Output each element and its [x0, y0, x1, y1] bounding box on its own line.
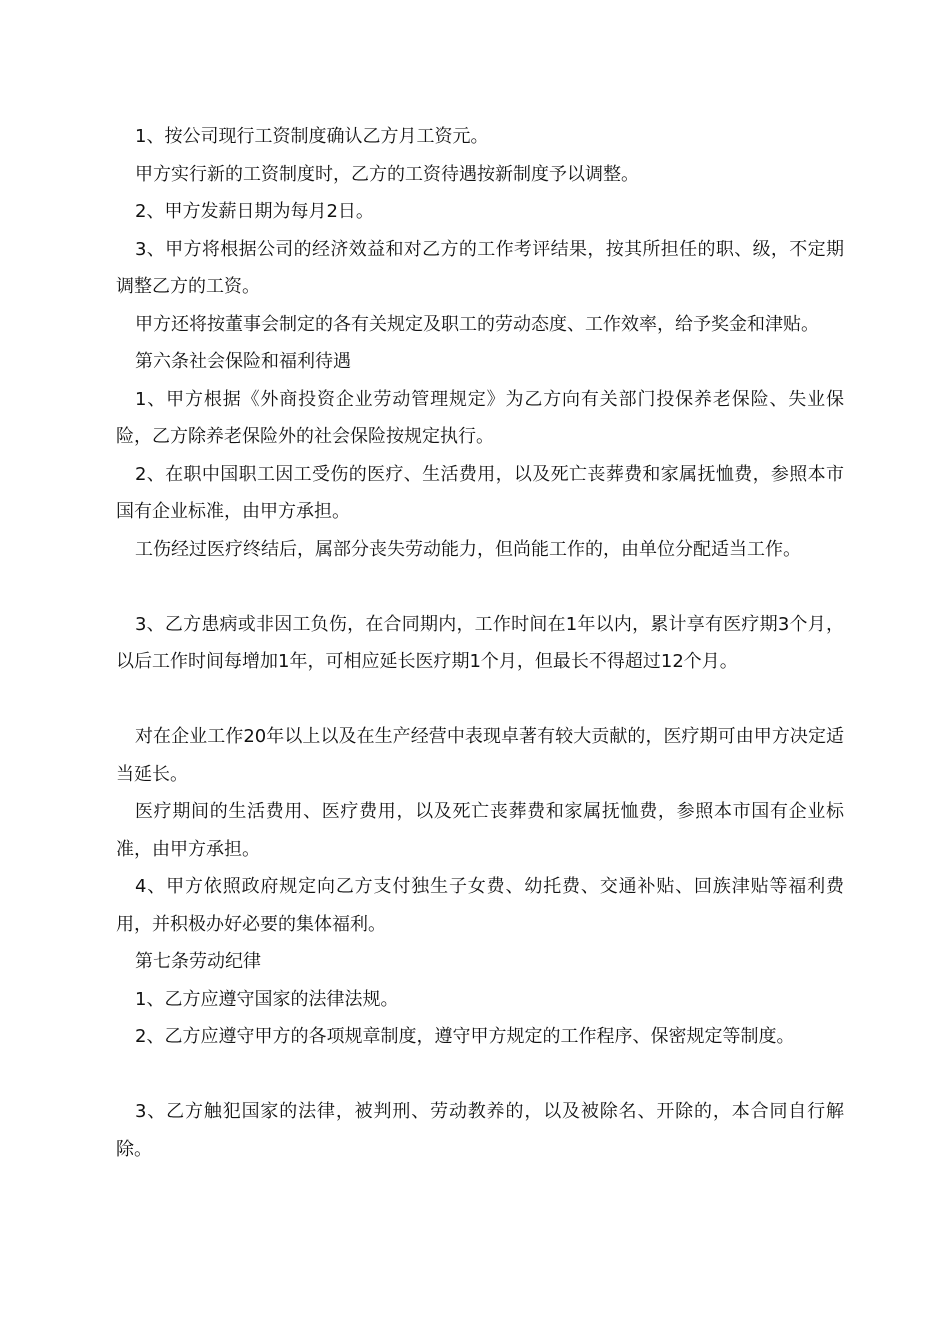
paragraph-insurance: 1、甲方根据《外商投资企业劳动管理规定》为乙方向有关部门投保养老保险、失业保险，乙方除养老保险外的社会保险按规定执行。: [116, 388, 844, 447]
paragraph-payday: 2、甲方发薪日期为每月2日。: [135, 201, 374, 222]
paragraph-salary-adjustment: 3、甲方将根据公司的经济效益和对乙方的工作考评结果，按其所担任的职、级，不定期调整乙方的工资。: [116, 238, 844, 297]
section-heading-article-6: 第六条社会保险和福利待遇: [135, 351, 351, 372]
paragraph-new-salary-system: 甲方实行新的工资制度时，乙方的工资待遇按新制度予以调整。: [135, 163, 639, 185]
paragraph-contract-termination: 3、乙方触犯国家的法律，被判刑、劳动教养的，以及被除名、开除的，本合同自行解除。: [116, 1101, 844, 1160]
document-body: [116, 118, 844, 1168]
paragraph-medical-period: 3、乙方患病或非因工负伤，在合同期内，工作时间在1年以内，累计享有医疗期3个月，以后工作时间每增加1年，可相应延长医疗期1个月，但最长不得超过12个月。: [116, 613, 844, 672]
blank-line: [116, 568, 844, 606]
paragraph-bonus-allowance: 甲方还将按董事会制定的各有关规定及职工的劳动态度、工作效率，给予奖金和津贴。: [135, 313, 819, 335]
paragraph-medical-costs: 医疗期间的生活费用、医疗费用，以及死亡丧葬费和家属抚恤费，参照本市国有企业标准，由甲方承担。: [116, 801, 844, 860]
paragraph-injury-reassignment: 工伤经过医疗终结后，属部分丧失劳动能力，但尚能工作的，由单位分配适当工作。: [135, 538, 801, 560]
section-heading-article-7: 第七条劳动纪律: [135, 951, 261, 972]
paragraph-work-injury: 2、在职中国职工因工受伤的医疗、生活费用，以及死亡丧葬费和家属抚恤费，参照本市国有企业标准，由甲方承担。: [116, 463, 844, 522]
paragraph-obey-laws: 1、乙方应遵守国家的法律法规。: [135, 988, 399, 1010]
blank-line: [116, 681, 844, 719]
paragraph-medical-extension: 对在企业工作20年以上以及在生产经营中表现卓著有较大贡献的，医疗期可由甲方决定适当延长。: [116, 726, 844, 785]
paragraph-welfare: 4、甲方依照政府规定向乙方支付独生子女费、幼托费、交通补贴、回族津贴等福利费用，并积极办好必要的集体福利。: [116, 876, 844, 935]
paragraph-salary-confirm: 1、按公司现行工资制度确认乙方月工资元。: [135, 126, 489, 147]
blank-line: [116, 1056, 844, 1094]
paragraph-obey-rules: 2、乙方应遵守甲方的各项规章制度，遵守甲方规定的工作程序、保密规定等制度。: [135, 1026, 795, 1047]
